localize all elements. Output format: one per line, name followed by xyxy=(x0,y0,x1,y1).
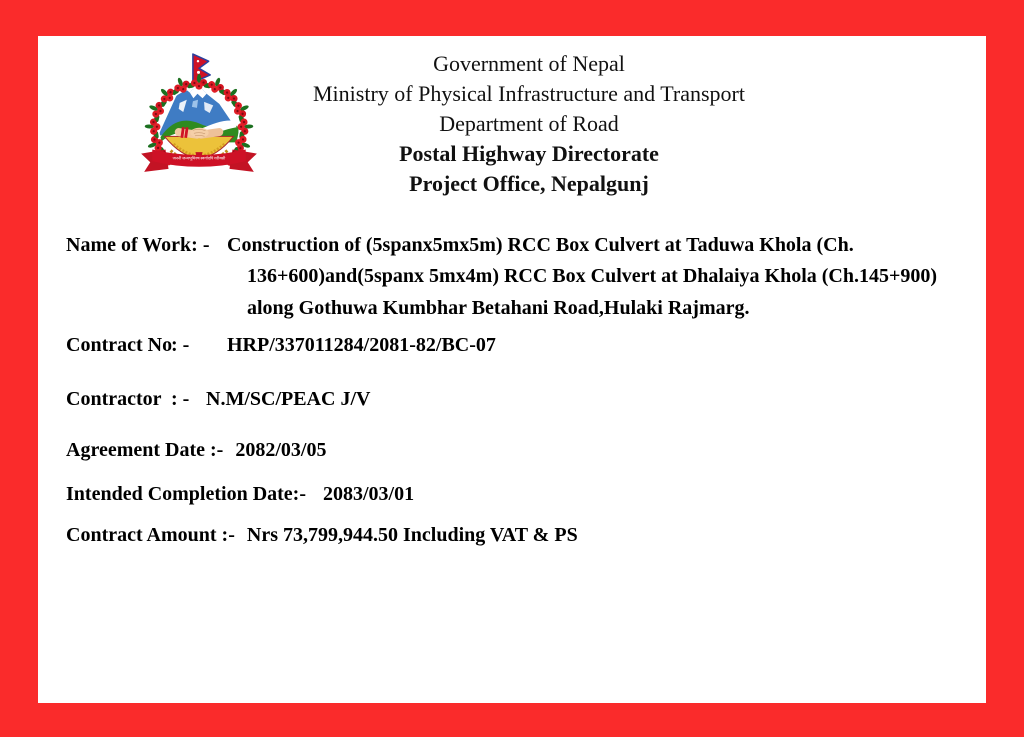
letterhead xyxy=(38,49,986,199)
field-contract-amount xyxy=(66,520,971,551)
agreement-date-label: Agreement Date :- xyxy=(66,439,224,461)
org-line-government: Government of Nepal xyxy=(433,51,625,76)
contractor-label: Contractor xyxy=(66,388,162,410)
completion-date-label: Intended Completion Date:- xyxy=(66,483,306,505)
org-line-department: Department of Road xyxy=(439,111,619,137)
agreement-date-value: 2082/03/05 xyxy=(235,439,327,461)
contract-amount-value: Nrs 73,799,944.50 Including VAT & PS xyxy=(246,524,578,546)
contractor-value: N.M/SC/PEAC J/V xyxy=(206,388,371,410)
field-completion-date xyxy=(66,479,971,510)
board-inner-panel xyxy=(38,36,986,703)
org-line-ministry: Ministry of Physical Infrastructure and Transport xyxy=(313,81,745,107)
contract-no-separator: : - xyxy=(171,334,190,356)
contractor-separator: : - xyxy=(171,388,190,410)
work-line-2: 136+600)and(5spanx 5mx4m) RCC Box Culvert at Dhalaiya Khola (Ch.145+900) xyxy=(247,265,938,288)
work-line-1: Construction of (5spanx5mx5m) RCC Box Culvert at Taduwa Khola (Ch. xyxy=(227,234,854,256)
contract-no-label: Contract No xyxy=(66,334,173,356)
name-of-work-value xyxy=(227,230,971,324)
org-line-directorate: Postal Highway Directorate xyxy=(399,141,659,167)
field-agreement-date xyxy=(66,435,971,466)
org-line-project-office: Project Office, Nepalgunj xyxy=(409,171,649,197)
work-line-3: along Gothuwa Kumbhar Betahani Road,Hulaki Rajmarg. xyxy=(247,296,750,319)
contract-no-value: HRP/337011284/2081-82/BC-07 xyxy=(227,334,496,356)
field-name-of-work xyxy=(66,230,971,324)
completion-date-value: 2083/03/01 xyxy=(323,483,415,505)
contract-amount-label: Contract Amount :- xyxy=(66,524,235,546)
emblem-motto: जननी जन्मभूमिश्च स्वर्गादपि गरीयसी xyxy=(172,155,226,161)
name-of-work-label: Name of Work: - xyxy=(66,234,210,256)
